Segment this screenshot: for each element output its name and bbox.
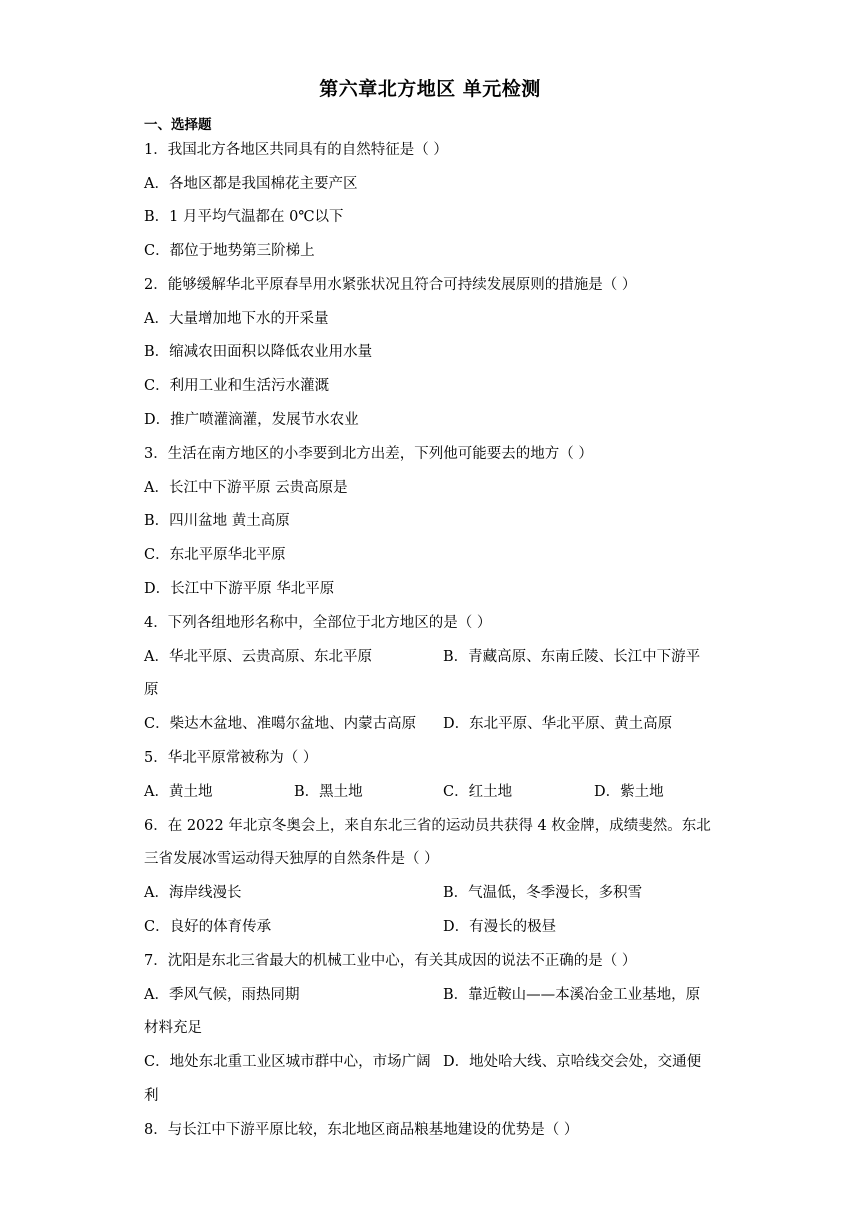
question-4-option-d: D．东北平原、华北平原、黄土高原 [443,716,673,732]
question-2-stem: 2．能够缓解华北平原春旱用水紧张状况且符合可持续发展原则的措施是（ ） [144,277,637,293]
question-2-option-c: C．利用工业和生活污水灌溉 [144,378,330,394]
question-3-option-b: B．四川盆地 黄土高原 [144,513,290,529]
question-6-option-d: D．有漫长的极昼 [443,919,557,935]
question-5-option-a: A．黄土地 [144,784,213,800]
question-1-stem: 1．我国北方各地区共同具有的自然特征是（ ） [144,142,448,158]
question-5-stem: 5．华北平原常被称为（ ） [144,750,318,766]
question-6-option-a: A．海岸线漫长 [144,885,242,901]
question-6-stem-cont: 三省发展冰雪运动得天独厚的自然条件是（ ） [144,851,439,867]
question-6-option-b: B．气温低，冬季漫长，多积雪 [443,885,643,901]
question-5-option-c: C．红土地 [443,784,513,800]
question-5-option-d: D．紫土地 [594,784,664,800]
question-1-option-c: C．都位于地势第三阶梯上 [144,243,315,259]
question-4-option-c: C．柴达木盆地、准噶尔盆地、内蒙古高原 [144,716,417,732]
question-8-stem: 8．与长江中下游平原比较，东北地区商品粮基地建设的优势是（ ） [144,1122,579,1138]
question-4-stem: 4．下列各组地形名称中，全部位于北方地区的是（ ） [144,615,492,631]
question-2-option-d: D．推广喷灌滴灌，发展节水农业 [144,412,359,428]
question-7-option-b: B．靠近鞍山——本溪冶金工业基地，原 [443,987,701,1003]
section-heading: 一、选择题 [144,117,212,133]
question-4-option-b-cont: 原 [144,682,159,698]
page-title: 第六章北方地区 单元检测 [319,78,541,100]
question-2-option-a: A．大量增加地下水的开采量 [144,311,329,327]
question-6-option-c: C．良好的体育传承 [144,919,272,935]
question-1-option-b: B．1 月平均气温都在 0℃以下 [144,209,344,225]
question-5-option-b: B．黑土地 [294,784,363,800]
question-7-option-d: D．地处哈大线、京哈线交会处，交通便 [443,1054,702,1070]
question-1-option-a: A．各地区都是我国棉花主要产区 [144,176,358,192]
question-7-option-c: C．地处东北重工业区城市群中心，市场广阔 [144,1054,431,1070]
question-2-option-b: B．缩减农田面积以降低农业用水量 [144,344,373,360]
question-7-stem: 7．沈阳是东北三省最大的机械工业中心，有关其成因的说法不正确的是（ ） [144,953,637,969]
question-4-option-b: B．青藏高原、东南丘陵、长江中下游平 [443,649,701,665]
question-7-option-a: A．季风气候，雨热同期 [144,987,300,1003]
question-4-option-a: A．华北平原、云贵高原、东北平原 [144,649,372,665]
question-3-option-a: A．长江中下游平原 云贵高原是 [144,480,348,496]
question-3-option-c: C．东北平原华北平原 [144,547,286,563]
question-7-option-b-cont: 材料充足 [144,1020,202,1036]
question-7-option-d-cont: 利 [144,1088,159,1104]
question-6-stem: 6．在 2022 年北京冬奥会上，来自东北三省的运动员共获得 4 枚金牌，成绩斐然。东北 [144,818,711,834]
question-3-stem: 3．生活在南方地区的小李要到北方出差，下列他可能要去的地方（ ） [144,446,593,462]
question-3-option-d: D．长江中下游平原 华北平原 [144,581,335,597]
